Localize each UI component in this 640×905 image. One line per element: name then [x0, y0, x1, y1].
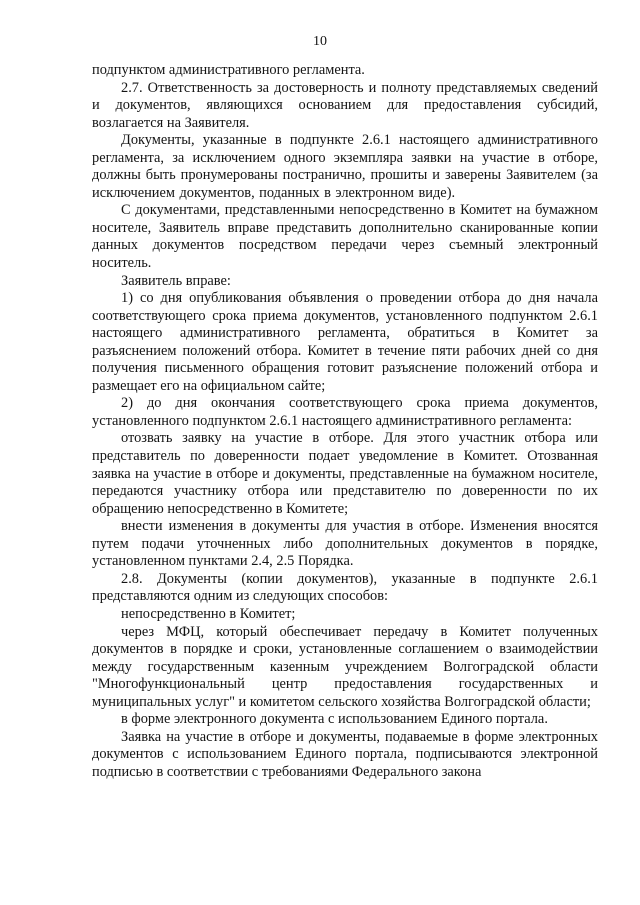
paragraph: Заявитель вправе:	[121, 272, 231, 289]
paragraph: 2.7. Ответственность за достоверность и полноту представляемых сведений и документов, являющихся основанием для предоставления субсидий, возлагается на Заявителя.	[92, 79, 598, 131]
paragraph: подпунктом административного регламента.	[92, 62, 365, 78]
paragraph: 1) со дня опубликования объявления о проведении отбора до дня начала соответствующего срока приема документов, установленного подпунктом 2.6.1 настоящего административного регламента, обратиться в Комитет за разъяснением положений отбора. Комитет в течение пяти рабочих дней со дня получения письменного обращения готовит разъяснение положений отбора и размещает его на официальном сайте;	[92, 290, 598, 394]
paragraph: непосредственно в Комитет;	[121, 605, 296, 622]
document-body	[92, 62, 598, 781]
paragraph: внести изменения в документы для участия в отборе. Изменения вносятся путем подачи уточненных либо дополнительных документов в порядке, установленном пунктами 2.4, 2.5 Порядка.	[92, 518, 598, 570]
paragraph: 2.8. Документы (копии документов), указанные в подпункте 2.6.1 представляются одним из следующих способов:	[92, 570, 598, 605]
paragraph: отозвать заявку на участие в отборе. Для этого участник отбора или представитель по доверенности подает уведомление в Комитет. Отозванная заявка на участие в отборе и документы, представленные на бумажном носителе, передаются участнику отбора или представителю по доверенности по их обращению непосредственно в Комитете;	[92, 430, 598, 517]
paragraph: 2) до дня окончания соответствующего срока приема документов, установленного подпунктом 2.6.1 настоящего административного регламента:	[92, 395, 598, 429]
paragraph: Документы, указанные в подпункте 2.6.1 настоящего административного регламента, за исключением одного экземпляра заявки на участие в отборе, должны быть пронумерованы постранично, прошиты и заверены Заявителем (за исключением документов, поданных в электронном виде).	[92, 132, 598, 201]
paragraph: в форме электронного документа с использованием Единого портала.	[121, 711, 548, 728]
paragraph: Заявка на участие в отборе и документы, подаваемые в форме электронных документов с использованием Единого портала, подписываются электронной подписью в соответствии с требованиями Федерального закона	[92, 728, 598, 780]
page-number: 10	[313, 34, 327, 49]
paragraph: С документами, представленными непосредственно в Комитет на бумажном носителе, Заявитель вправе представить дополнительно сканированные копии данных документов посредством передачи через съемный электронный носитель.	[92, 202, 598, 272]
paragraph: через МФЦ, который обеспечивает передачу в Комитет полученных документов в порядке и сроки, установленные соглашением о взаимодействии между государственным казенным учреждением Волгоградской области "Многофункциональный центр предоставления государственных и муниципальных услуг" и комитетом сельского хозяйства Волгоградской области;	[92, 623, 598, 710]
